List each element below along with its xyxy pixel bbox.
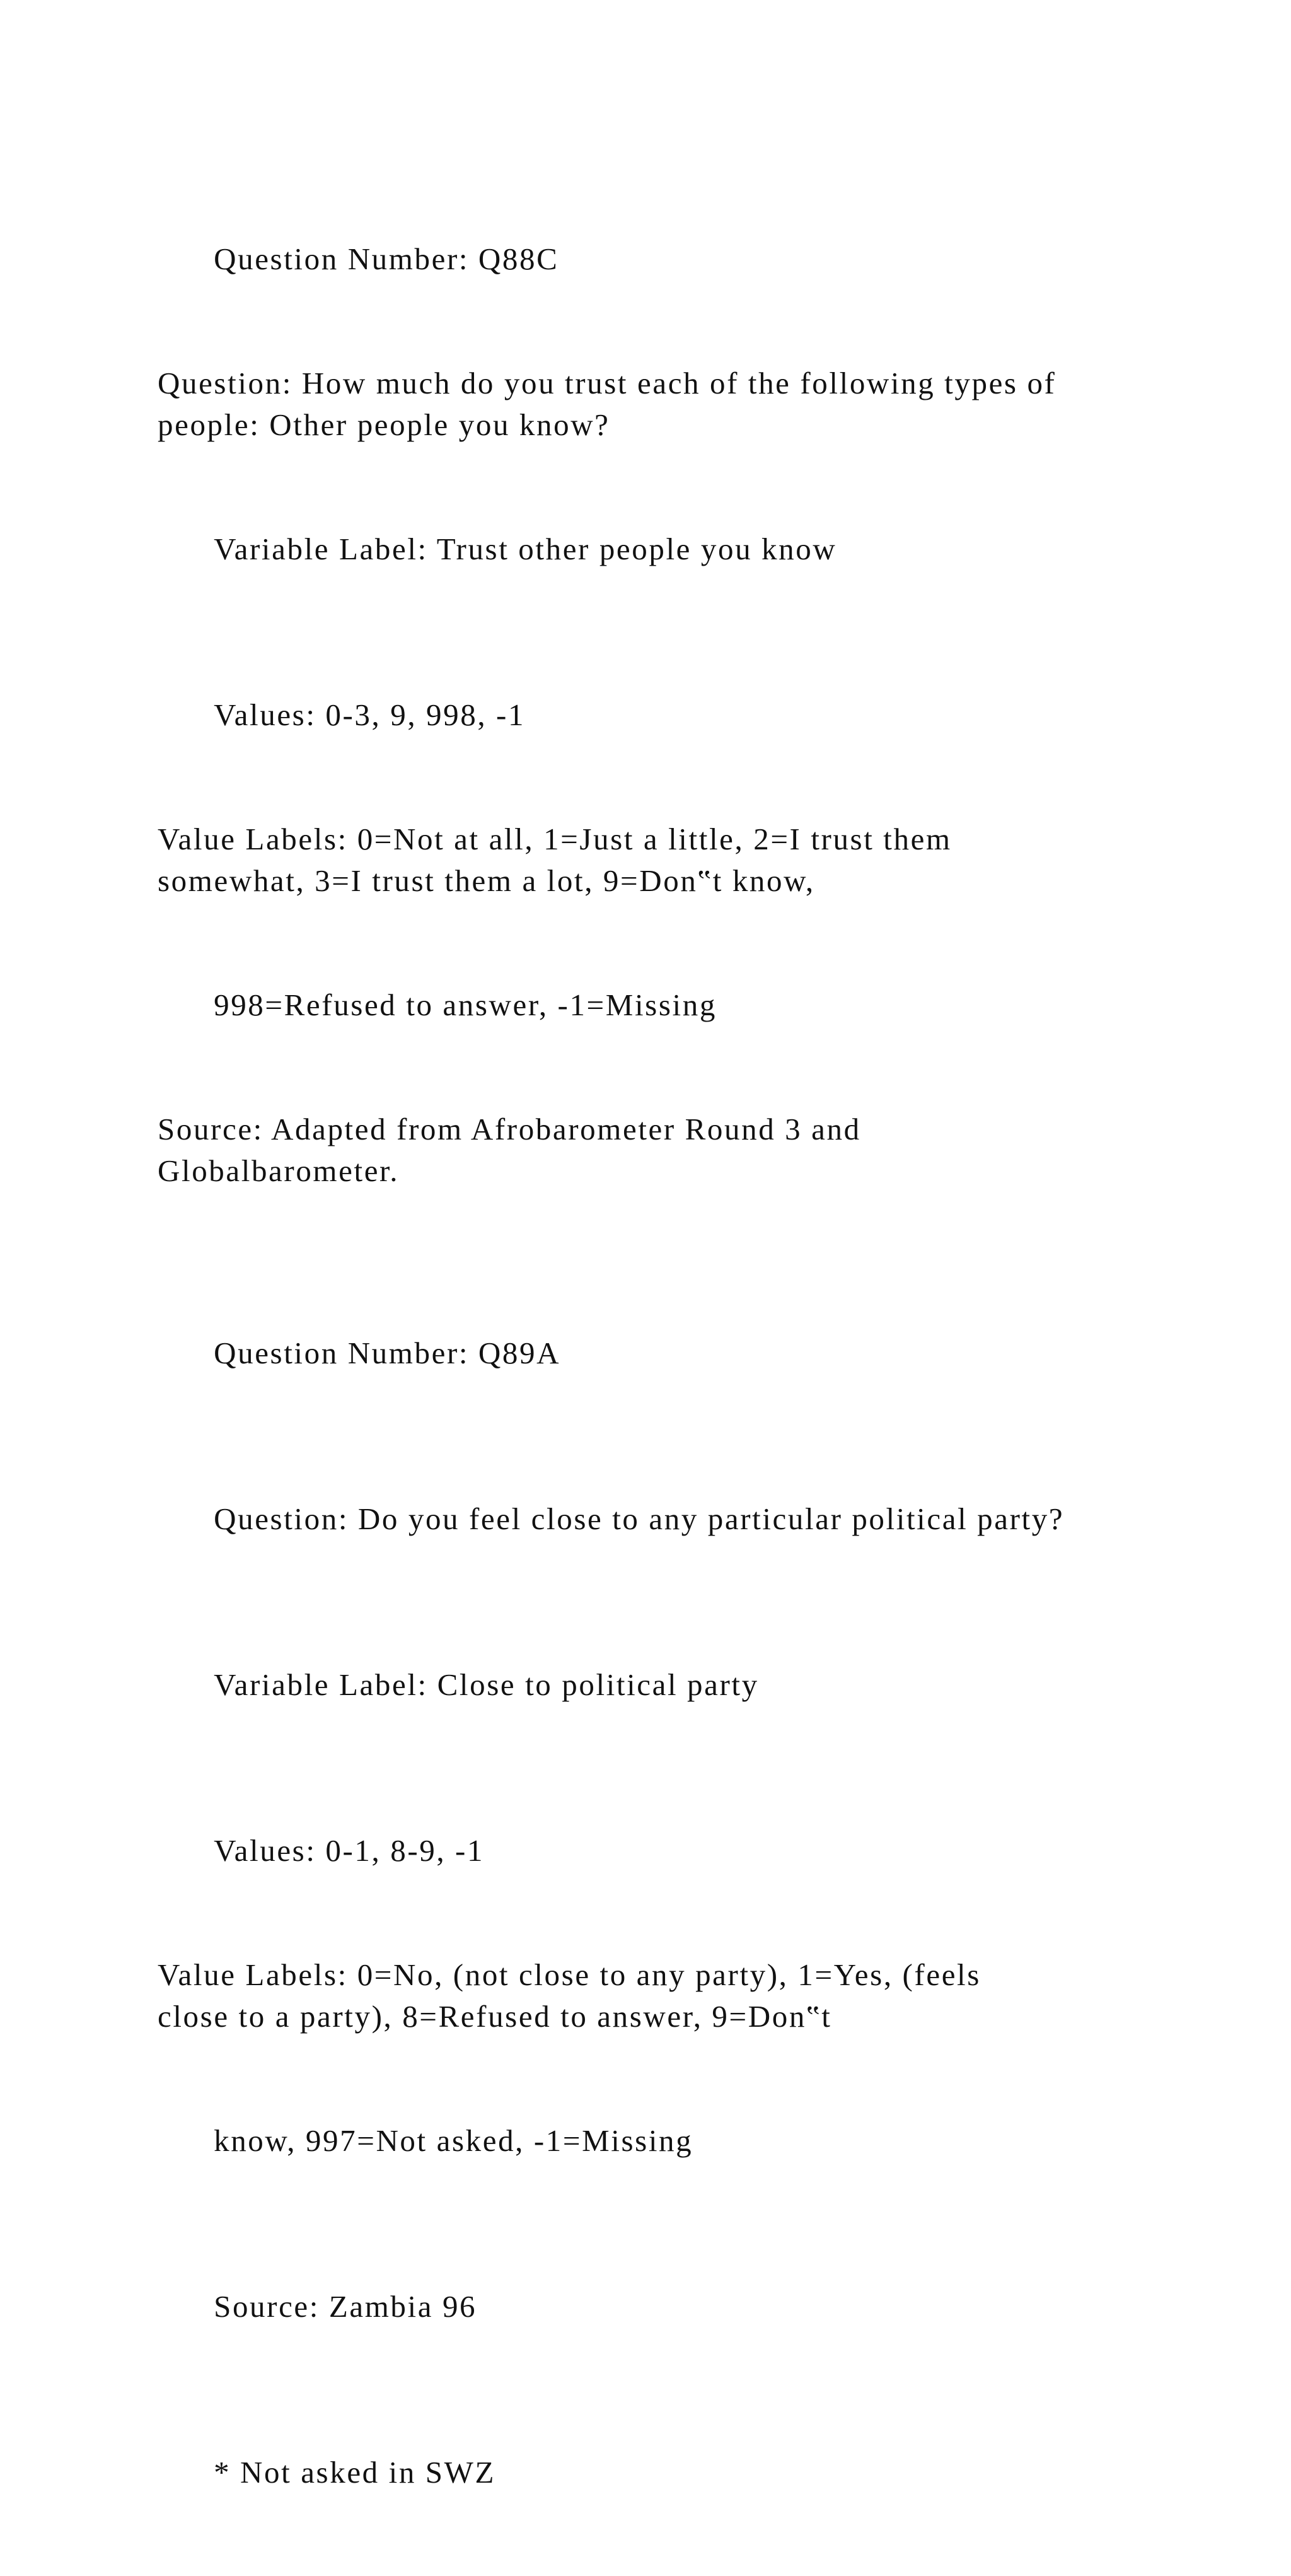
value-labels: [158, 819, 1166, 902]
codebook-entry-q89a: [158, 1291, 1166, 2535]
question-number-text: Question Number: Q88C: [214, 242, 559, 276]
value-labels-line-1: Value Labels: 0=No, (not close to any party), 1=Yes, (feels: [158, 1957, 981, 1992]
values-text: Values: 0-3, 9, 998, -1: [214, 697, 526, 732]
value-labels-line-1: Value Labels: 0=Not at all, 1=Just a little, 2=I trust them: [158, 822, 952, 856]
question-number-text: Question Number: Q89A: [214, 1336, 561, 1370]
value-labels-line-3: 998=Refused to answer, -1=Missing: [214, 988, 717, 1022]
entry-spacer: [158, 1233, 1166, 1291]
document-page: [158, 197, 1166, 2576]
value-labels-line-3: know, 997=Not asked, -1=Missing: [214, 2123, 693, 2158]
values-text: Values: 0-1, 8-9, -1: [214, 1833, 485, 1868]
value-labels-continued: [158, 943, 1166, 1068]
footnote-text: * Not asked in SWZ: [214, 2455, 496, 2490]
question-number: [158, 197, 1166, 322]
question-number: [158, 1291, 1166, 1416]
question-text: [158, 1457, 1166, 1582]
value-labels: [158, 1954, 1166, 2037]
variable-label: [158, 1623, 1166, 1747]
source: [158, 1109, 1166, 1192]
variable-label: [158, 487, 1166, 612]
source-line-1: Source: Adapted from Afrobarometer Round 3 and: [158, 1112, 861, 1146]
question-line-2: people: Other people you know?: [158, 407, 610, 442]
values: [158, 1788, 1166, 1913]
question-line-1: Question: How much do you trust each of the following types of: [158, 366, 1057, 400]
source: [158, 2244, 1166, 2369]
value-labels-line-2: close to a party), 8=Refused to answer, 9=Don‟t: [158, 1999, 832, 2034]
variable-label-text: Variable Label: Close to political party: [214, 1667, 759, 1702]
source-line-1: Source: Zambia 96: [214, 2289, 477, 2324]
question-line-1: Question: Do you feel close to any particular political party?: [214, 1501, 1065, 1536]
footnote: [158, 2410, 1166, 2535]
values: [158, 653, 1166, 778]
source-line-2: Globalbarometer.: [158, 1153, 400, 1188]
value-labels-line-2: somewhat, 3=I trust them a lot, 9=Don‟t know,: [158, 863, 815, 898]
variable-label-text: Variable Label: Trust other people you know: [214, 532, 837, 566]
codebook-entry-q88c: [158, 197, 1166, 1192]
question-text: [158, 363, 1166, 446]
value-labels-continued: [158, 2078, 1166, 2203]
